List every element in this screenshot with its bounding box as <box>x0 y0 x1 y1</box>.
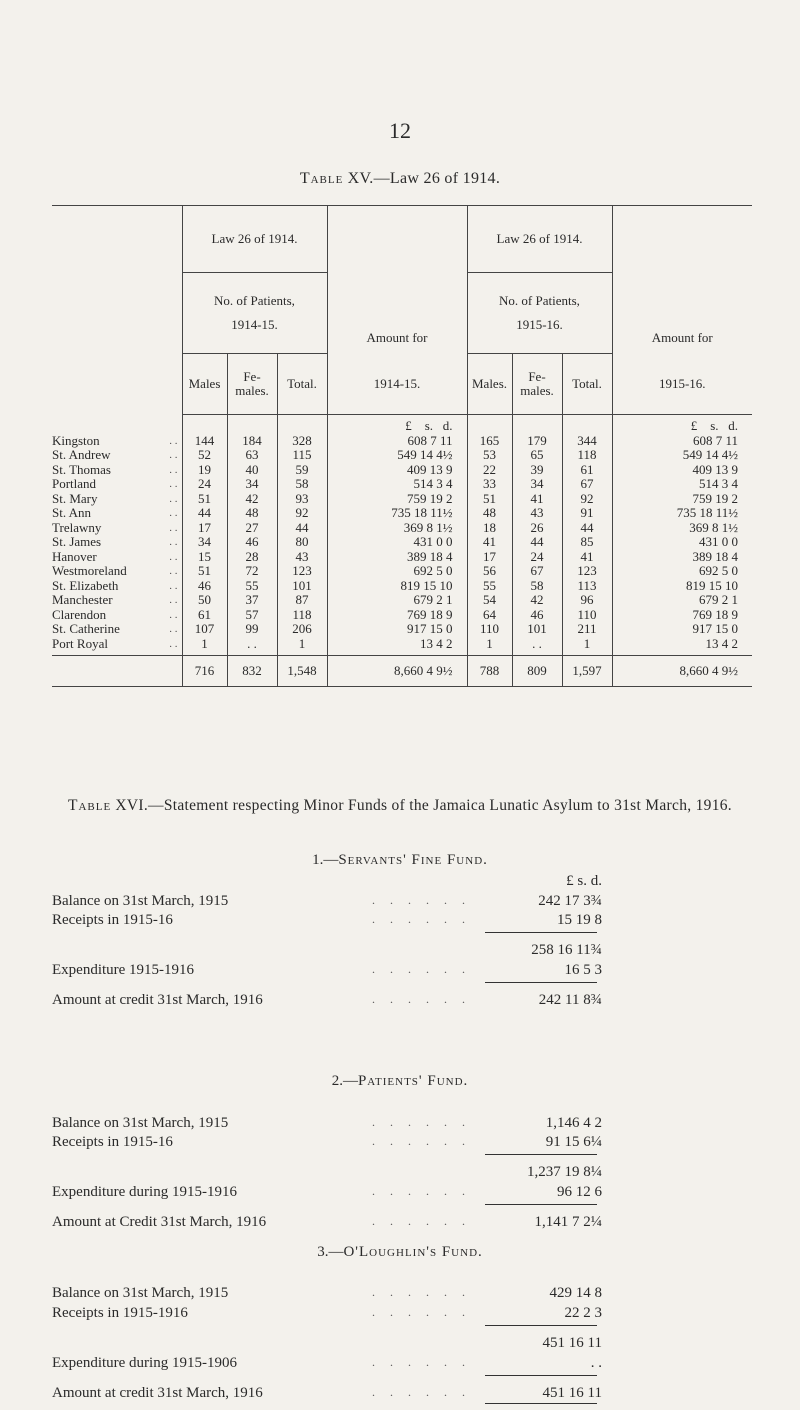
parish-cell <box>52 608 182 623</box>
units-1914: £ s. d. <box>327 415 467 434</box>
table-label: Table <box>68 797 112 814</box>
table-row <box>52 521 752 536</box>
total-1914: 118 <box>277 608 327 623</box>
amount-1914: 692 5 0 <box>327 564 467 579</box>
males-1914: 107 <box>182 622 227 637</box>
expenditure-line-label: Expenditure 1915-1916 <box>52 962 195 978</box>
receipts-line-label: Receipts in 1915-1916 <box>52 1305 188 1321</box>
males-1915: 165 <box>467 434 512 449</box>
total-females-1914: 832 <box>227 656 277 687</box>
balance-line-amount: 242 17 3¾ <box>538 893 602 909</box>
parish-name: St. Catherine <box>52 621 120 636</box>
females-1914: 37 <box>227 593 277 608</box>
parish-cell <box>52 521 182 536</box>
total-amount-1914: 8,660 4 9½ <box>327 656 467 687</box>
leader-dots: . . . . . . <box>372 1214 471 1228</box>
sum-rule <box>485 1325 597 1326</box>
leader-dots: . . <box>169 608 178 621</box>
group-header-1915: Law 26 of 1914. <box>467 206 612 273</box>
parish-cell <box>52 550 182 565</box>
males-1915: 64 <box>467 608 512 623</box>
total-1915: 211 <box>562 622 612 637</box>
females-1914: 28 <box>227 550 277 565</box>
males-1915: 22 <box>467 463 512 478</box>
females-1915: 67 <box>512 564 562 579</box>
females-1915: 42 <box>512 593 562 608</box>
totals-row <box>52 656 752 687</box>
males-1914: 51 <box>182 564 227 579</box>
parish-header <box>52 206 182 415</box>
females-1915: 65 <box>512 448 562 463</box>
males-1914: 52 <box>182 448 227 463</box>
males-1914: 19 <box>182 463 227 478</box>
males-1915: 33 <box>467 477 512 492</box>
parish-cell <box>52 535 182 550</box>
females-1914: 48 <box>227 506 277 521</box>
total-1915: 123 <box>562 564 612 579</box>
females-1914: 46 <box>227 535 277 550</box>
expenditure-line-label: Expenditure during 1915-1906 <box>52 1355 237 1371</box>
females-1915: 24 <box>512 550 562 565</box>
table-row <box>52 434 752 449</box>
parish-name: St. James <box>52 534 102 549</box>
females-1915: 44 <box>512 535 562 550</box>
leader-dots: . . <box>169 478 178 490</box>
parish-name: St. Thomas <box>52 461 111 477</box>
credit-line-amount: 451 16 11 <box>542 1385 602 1401</box>
leader-dots: . . . . . . <box>372 1305 471 1319</box>
leader-dots: . . <box>169 623 178 635</box>
total-1914: 1 <box>277 637 327 652</box>
males-1915: 1 <box>467 637 512 652</box>
amount-1915: 679 2 1 <box>612 593 752 608</box>
parish-name: Hanover <box>52 548 97 564</box>
total-1915: 344 <box>562 434 612 449</box>
parish-cell <box>52 593 182 608</box>
expenditure-line-label: Expenditure during 1915-1916 <box>52 1184 237 1200</box>
amount-1914: 679 2 1 <box>327 593 467 608</box>
amount-1914: 409 13 9 <box>327 463 467 478</box>
total-1914: 59 <box>277 463 327 478</box>
parish-name: Trelawny <box>52 519 102 535</box>
group-header-1914: Law 26 of 1914. <box>182 206 327 273</box>
total-males-1914: 716 <box>182 656 227 687</box>
parish-name: St. Mary <box>52 490 98 506</box>
table-row <box>52 492 752 507</box>
parish-name: St. Andrew <box>52 447 111 462</box>
parish-name: Portland <box>52 476 97 491</box>
amount-1915: 549 14 4½ <box>612 448 752 463</box>
leader-dots: . . <box>169 463 178 476</box>
females-1914: 40 <box>227 463 277 478</box>
leader-dots: . . <box>169 637 178 650</box>
males-1914: 34 <box>182 535 227 550</box>
total-1915: 61 <box>562 463 612 478</box>
col-year-1915: 1915-16. <box>612 354 752 415</box>
males-1914: 17 <box>182 521 227 536</box>
table-row <box>52 506 752 521</box>
females-1915: 46 <box>512 608 562 623</box>
males-1915: 18 <box>467 521 512 536</box>
parish-cell <box>52 564 182 579</box>
amount-1914: 759 19 2 <box>327 492 467 507</box>
males-1915: 17 <box>467 550 512 565</box>
females-1914: 57 <box>227 608 277 623</box>
amount-1914: 917 15 0 <box>327 622 467 637</box>
sum-rule <box>485 1375 597 1376</box>
amount-header-1914: Amount for <box>327 206 467 354</box>
amount-1915: 917 15 0 <box>612 622 752 637</box>
total-1914: 101 <box>277 579 327 594</box>
col-females <box>512 354 562 415</box>
males-1915: 53 <box>467 448 512 463</box>
total-1915: 113 <box>562 579 612 594</box>
amount-1915: 514 3 4 <box>612 477 752 492</box>
females-1914: 34 <box>227 477 277 492</box>
receipts-line-label: Receipts in 1915-16 <box>52 912 173 928</box>
leader-dots: . . <box>169 521 178 534</box>
credit-line-label: Amount at credit 31st March, 1916 <box>52 1385 263 1401</box>
patients-year: 1914-15. <box>231 317 278 332</box>
fund-number: 3.— <box>317 1244 344 1260</box>
total-1914: 123 <box>277 564 327 579</box>
amount-1914: 13 4 2 <box>327 637 467 652</box>
females-1914: . . <box>227 637 277 652</box>
females-1915: 58 <box>512 579 562 594</box>
total-1915: 1 <box>562 637 612 652</box>
subtotal-line-amount: 258 16 11¾ <box>531 942 602 958</box>
subtotal-line-amount: 451 16 11 <box>542 1335 602 1351</box>
parish-cell <box>52 492 182 507</box>
females-1915: 26 <box>512 521 562 536</box>
females-1915: 179 <box>512 434 562 449</box>
leader-dots: . . <box>169 507 178 519</box>
parish-name: Port Royal <box>52 635 108 651</box>
males-1915: 48 <box>467 506 512 521</box>
patients-year: 1915-16. <box>516 317 563 332</box>
total-1915: 44 <box>562 521 612 536</box>
parish-name: St. Ann <box>52 505 92 520</box>
males-1914: 15 <box>182 550 227 565</box>
table-xvi-title-text: XVI.—Statement respecting Minor Funds of the Jamaica Lunatic Asylum to 31st March, 1916. <box>115 797 732 814</box>
table-row <box>52 579 752 594</box>
total-total-1915: 1,597 <box>562 656 612 687</box>
amount-1914: 549 14 4½ <box>327 448 467 463</box>
leader-dots: . . . . . . <box>372 912 471 926</box>
page-number: 12 <box>389 118 411 143</box>
amount-1915: 431 0 0 <box>612 535 752 550</box>
males-1914: 51 <box>182 492 227 507</box>
parish-name: Kingston <box>52 432 100 448</box>
sum-rule <box>485 1403 597 1404</box>
leader-dots: . . . . . . <box>372 962 471 976</box>
leader-dots: . . . . . . <box>372 893 471 907</box>
parish-name: Clarendon <box>52 606 107 622</box>
amount-1915: 735 18 11½ <box>612 506 752 521</box>
total-males-1915: 788 <box>467 656 512 687</box>
amount-1914: 819 15 10 <box>327 579 467 594</box>
fund-name: Servants' Fine Fund. <box>338 852 488 868</box>
females-1915: 101 <box>512 622 562 637</box>
leader-dots: . . . . . . <box>372 992 471 1006</box>
col-females-line2: males. <box>520 383 554 398</box>
leader-dots: . . <box>169 594 178 606</box>
col-females-line1: Fe- <box>243 368 261 384</box>
total-1914: 80 <box>277 535 327 550</box>
patients-header-1915 <box>467 273 612 354</box>
receipts-line-label: Receipts in 1915-16 <box>52 1134 173 1150</box>
females-1914: 42 <box>227 492 277 507</box>
leader-dots: . . <box>169 536 178 548</box>
units-1915: £ s. d. <box>612 415 752 434</box>
patients-header-1914 <box>182 273 327 354</box>
males-1914: 44 <box>182 506 227 521</box>
females-1915: 34 <box>512 477 562 492</box>
amount-1914: 369 8 1½ <box>327 521 467 536</box>
col-females-line1: Fe- <box>528 368 546 384</box>
table-row <box>52 448 752 463</box>
table-row <box>52 535 752 550</box>
col-males: Males. <box>467 354 512 415</box>
law-26-table <box>52 205 752 687</box>
table-xv-title-text: XV.—Law 26 of 1914. <box>347 170 501 187</box>
leader-dots: . . . . . . <box>372 1355 471 1369</box>
receipts-line-amount: 15 19 8 <box>557 912 602 928</box>
total-1914: 58 <box>277 477 327 492</box>
leader-dots: . . <box>169 449 178 461</box>
table-xvi-title <box>0 797 800 815</box>
parish-cell <box>52 448 182 463</box>
females-1914: 72 <box>227 564 277 579</box>
total-1914: 206 <box>277 622 327 637</box>
males-1914: 61 <box>182 608 227 623</box>
col-year-1914: 1914-15. <box>327 354 467 415</box>
leader-dots: . . <box>169 550 178 563</box>
males-1915: 54 <box>467 593 512 608</box>
leader-dots: . . . . . . <box>372 1285 471 1299</box>
col-total: Total. <box>277 354 327 415</box>
amount-1915: 409 13 9 <box>612 463 752 478</box>
amount-1915: 389 18 4 <box>612 550 752 565</box>
sum-rule <box>485 982 597 983</box>
amount-1915: 769 18 9 <box>612 608 752 623</box>
table-row <box>52 550 752 565</box>
table-row <box>52 477 752 492</box>
amount-1915: 369 8 1½ <box>612 521 752 536</box>
parish-blank <box>52 415 182 434</box>
females-1914: 184 <box>227 434 277 449</box>
total-1915: 118 <box>562 448 612 463</box>
parish-cell <box>52 463 182 478</box>
table-label: Table <box>299 170 344 187</box>
sum-rule <box>485 932 597 933</box>
males-1915: 56 <box>467 564 512 579</box>
total-1914: 115 <box>277 448 327 463</box>
sum-rule <box>485 1204 597 1205</box>
leader-dots: . . . . . . <box>372 1184 471 1198</box>
females-1914: 55 <box>227 579 277 594</box>
males-1914: 24 <box>182 477 227 492</box>
males-1915: 55 <box>467 579 512 594</box>
fund-heading <box>0 852 800 869</box>
females-1915: 39 <box>512 463 562 478</box>
total-females-1915: 809 <box>512 656 562 687</box>
amount-1914: 389 18 4 <box>327 550 467 565</box>
patients-label: No. of Patients, <box>499 292 580 308</box>
amount-1915: 608 7 11 <box>612 434 752 449</box>
total-1914: 44 <box>277 521 327 536</box>
leader-dots: . . <box>169 492 178 505</box>
table-row <box>52 593 752 608</box>
col-total: Total. <box>562 354 612 415</box>
females-1915: . . <box>512 637 562 652</box>
total-1914: 328 <box>277 434 327 449</box>
fund-name: Patients' Fund. <box>357 1073 469 1089</box>
credit-line-label: Amount at credit 31st March, 1916 <box>52 992 263 1008</box>
credit-line-label: Amount at Credit 31st March, 1916 <box>52 1214 267 1230</box>
amount-1914: 514 3 4 <box>327 477 467 492</box>
leader-dots: . . . . . . <box>372 1385 471 1399</box>
patients-label: No. of Patients, <box>214 292 295 308</box>
males-1914: 144 <box>182 434 227 449</box>
leader-dots: . . <box>169 434 178 447</box>
total-1915: 110 <box>562 608 612 623</box>
table-xv-title <box>0 170 800 188</box>
total-total-1914: 1,548 <box>277 656 327 687</box>
males-1914: 50 <box>182 593 227 608</box>
balance-line-label: Balance on 31st March, 1915 <box>52 893 229 909</box>
fund-number: 2.— <box>331 1073 358 1089</box>
fund-heading <box>0 1073 800 1090</box>
amount-1914: 735 18 11½ <box>327 506 467 521</box>
table-row <box>52 608 752 623</box>
amount-1914: 431 0 0 <box>327 535 467 550</box>
total-1915: 96 <box>562 593 612 608</box>
parish-name: Westmoreland <box>52 563 127 578</box>
fund-number: 1.— <box>312 852 339 868</box>
credit-line-amount: 242 11 8¾ <box>538 992 602 1008</box>
amount-header-1915: Amount for <box>612 206 752 354</box>
total-1915: 91 <box>562 506 612 521</box>
expenditure-line-amount: 16 5 3 <box>564 962 602 978</box>
total-1915: 41 <box>562 550 612 565</box>
males-1915: 41 <box>467 535 512 550</box>
females-1914: 27 <box>227 521 277 536</box>
total-1914: 43 <box>277 550 327 565</box>
col-males: Males <box>182 354 227 415</box>
parish-cell <box>52 579 182 594</box>
parish-cell <box>52 434 182 449</box>
parish-cell <box>52 477 182 492</box>
table-row <box>52 622 752 637</box>
amount-1915: 692 5 0 <box>612 564 752 579</box>
table-row <box>52 564 752 579</box>
subtotal-line-amount: 1,237 19 8¼ <box>527 1164 602 1180</box>
males-1914: 46 <box>182 579 227 594</box>
total-amount-1915: 8,660 4 9½ <box>612 656 752 687</box>
leader-dots: . . . . . . <box>372 1115 471 1129</box>
amount-1915: 819 15 10 <box>612 579 752 594</box>
females-1914: 63 <box>227 448 277 463</box>
males-1915: 51 <box>467 492 512 507</box>
expenditure-line-amount: . . <box>590 1355 602 1371</box>
sum-rule <box>485 1154 597 1155</box>
leader-dots: . . <box>169 579 178 592</box>
credit-line-amount: 1,141 7 2¼ <box>534 1214 602 1230</box>
table-row <box>52 463 752 478</box>
fund-name: O'Loughlin's Fund. <box>343 1244 483 1260</box>
col-females-line2: males. <box>235 383 269 398</box>
males-1915: 110 <box>467 622 512 637</box>
parish-name: St. Elizabeth <box>52 577 119 593</box>
balance-line-amount: 1,146 4 2 <box>545 1115 602 1131</box>
females-1915: 43 <box>512 506 562 521</box>
parish-name: Manchester <box>52 592 113 607</box>
amount-1915: 13 4 2 <box>612 637 752 652</box>
total-1914: 92 <box>277 506 327 521</box>
parish-cell <box>52 506 182 521</box>
table-row <box>52 637 752 652</box>
leader-dots: . . <box>169 565 178 577</box>
balance-line-label: Balance on 31st March, 1915 <box>52 1285 229 1301</box>
amount-1914: 608 7 11 <box>327 434 467 449</box>
total-1914: 93 <box>277 492 327 507</box>
amount-1915: 759 19 2 <box>612 492 752 507</box>
receipts-line-amount: 91 15 6¼ <box>545 1134 602 1150</box>
balance-line-label: Balance on 31st March, 1915 <box>52 1115 229 1131</box>
leader-dots: . . . . . . <box>372 1134 471 1148</box>
total-1915: 67 <box>562 477 612 492</box>
total-1915: 92 <box>562 492 612 507</box>
females-1914: 99 <box>227 622 277 637</box>
amount-1914: 769 18 9 <box>327 608 467 623</box>
balance-line-amount: 429 14 8 <box>549 1285 602 1301</box>
receipts-line-amount: 22 2 3 <box>564 1305 602 1321</box>
currency-units-text: £ s. d. <box>566 873 602 889</box>
females-1915: 41 <box>512 492 562 507</box>
parish-cell <box>52 637 182 652</box>
fund-heading <box>0 1244 800 1261</box>
total-1915: 85 <box>562 535 612 550</box>
col-females <box>227 354 277 415</box>
males-1914: 1 <box>182 637 227 652</box>
expenditure-line-amount: 96 12 6 <box>557 1184 602 1200</box>
parish-cell <box>52 622 182 637</box>
total-1914: 87 <box>277 593 327 608</box>
